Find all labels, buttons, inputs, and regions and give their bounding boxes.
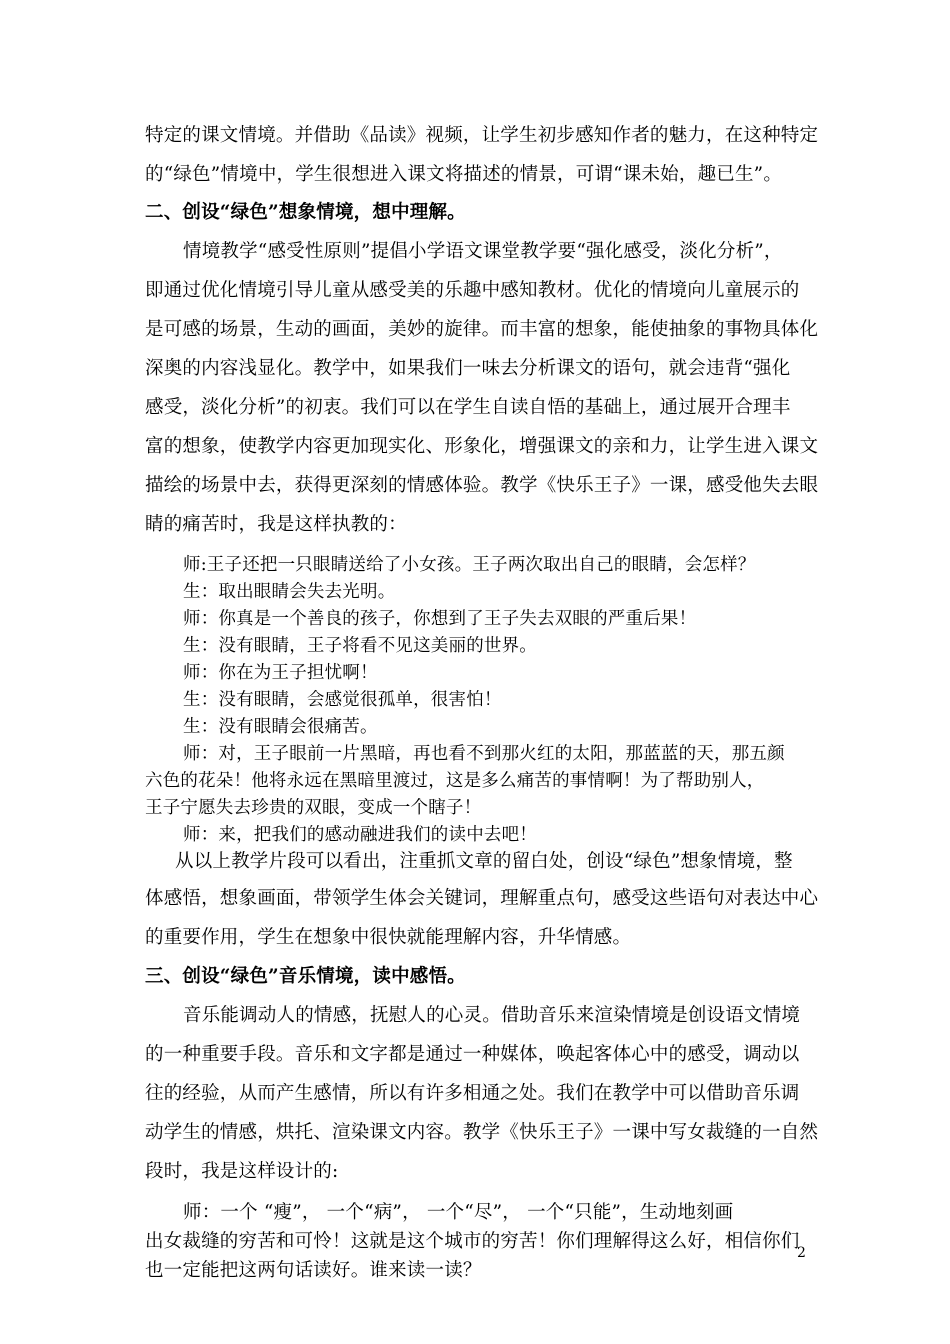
intro-line-2: 的“绿色”情境中，学生很想进入课文将描述的情景，可谓“课未始，趣已生”。 <box>145 164 783 185</box>
section-three-line-1: 音乐能调动人的情感，抚慰人的心灵。借助音乐来渲染情境是创设语文情境 <box>183 1005 801 1026</box>
dialogue-line-4: 生：没有眼睛，王子将看不见这美丽的世界。 <box>183 636 537 656</box>
dialogue-line-5: 师：你在为王子担忧啊！ <box>183 663 378 683</box>
section-two-heading: 二、创设“绿色”想象情境，想中理解。 <box>145 202 466 223</box>
dialogue-line-3: 师：你真是一个善良的孩子，你想到了王子失去双眼的严重后果！ <box>183 609 697 629</box>
section-two-line-6: 富的想象，使教学内容更加现实化、形象化，增强课文的亲和力，让学生进入课文 <box>145 436 819 457</box>
dialogue-line-2: 生：取出眼睛会失去光明。 <box>183 582 396 602</box>
section-three-line-4: 动学生的情感，烘托、渲染课文内容。教学《快乐王子》一课中写女裁缝的一自然 <box>145 1122 819 1143</box>
teacher-long-line-1: 师：对，王子眼前一片黑暗，再也看不到那火红的太阳，那蓝蓝的天，那五颜 <box>183 744 785 764</box>
summary-line-2: 体感悟，想象画面，带领学生体会关键词，理解重点句，感受这些语句对表达中心 <box>145 888 819 909</box>
dialogue-line-6: 生：没有眼睛，会感觉很孤单，很害怕！ <box>183 690 502 710</box>
intro-line-1: 特定的课文情境。并借助《品读》视频，让学生初步感知作者的魅力，在这种特定 <box>145 125 819 146</box>
page-number: 2 <box>797 1245 806 1261</box>
section-two-line-7: 描绘的场景中去，获得更深刻的情感体验。教学《快乐王子》一课，感受他失去眼 <box>145 475 819 496</box>
section-three-teacher-line-2: 出女裁缝的穷苦和可怜！这就是这个城市的穷苦！你们理解得这么好，相信你们 <box>145 1231 800 1252</box>
section-three-teacher-line-3: 也一定能把这两句话读好。谁来读一读？ <box>145 1260 482 1281</box>
teacher-long-line-3: 王子宁愿失去珍贵的双眼，变成一个瞎子！ <box>145 798 482 818</box>
section-two-line-5: 感受，淡化分析”的初衷。我们可以在学生自读自悟的基础上，通过展开合理丰 <box>145 397 791 418</box>
section-two-line-3: 是可感的场景，生动的画面，美妙的旋律。而丰富的想象，能使抽象的事物具体化 <box>145 319 819 340</box>
section-three-line-2: 的一种重要手段。音乐和文字都是通过一种媒体，唤起客体心中的感受，调动以 <box>145 1044 800 1065</box>
section-two-line-8: 睛的痛苦时，我是这样执教的： <box>145 514 407 535</box>
section-three-heading: 三、创设“绿色”音乐情境，读中感悟。 <box>145 966 466 987</box>
dialogue-line-1: 师:王子还把一只眼睛送给了小女孩。王子两次取出自己的眼睛，会怎样？ <box>183 555 756 575</box>
section-three-teacher-line-1: 师：一个 “瘦”， 一个“病”， 一个“尽”， 一个“只能”，生动地刻画 <box>183 1202 734 1223</box>
teacher-close-line: 师：来，把我们的感动融进我们的读中去吧！ <box>183 825 537 845</box>
section-two-line-4: 深奥的内容浅显化。教学中，如果我们一味去分析课文的语句，就会违背“强化 <box>145 358 791 379</box>
section-three-line-5: 段时，我是这样设计的: <box>145 1161 339 1182</box>
dialogue-line-7: 生：没有眼睛会很痛苦。 <box>183 717 378 737</box>
section-three-line-3: 往的经验，从而产生感情，所以有许多相通之处。我们在教学中可以借助音乐调 <box>145 1083 800 1104</box>
summary-line-3: 的重要作用，学生在想象中很快就能理解内容，升华情感。 <box>145 927 632 948</box>
summary-line-1: 从以上教学片段可以看出，注重抓文章的留白处，创设“绿色”想象情境，整 <box>175 851 793 872</box>
section-two-line-2: 即通过优化情境引导儿童从感受美的乐趣中感知教材。优化的情境向儿童展示的 <box>145 280 800 301</box>
teacher-long-line-2: 六色的花朵！他将永远在黑暗里渡过，这是多么痛苦的事情啊！为了帮助别人， <box>145 771 765 791</box>
section-two-line-1: 情境教学“感受性原则”提倡小学语文课堂教学要“强化感受，淡化分析”， <box>183 241 783 262</box>
